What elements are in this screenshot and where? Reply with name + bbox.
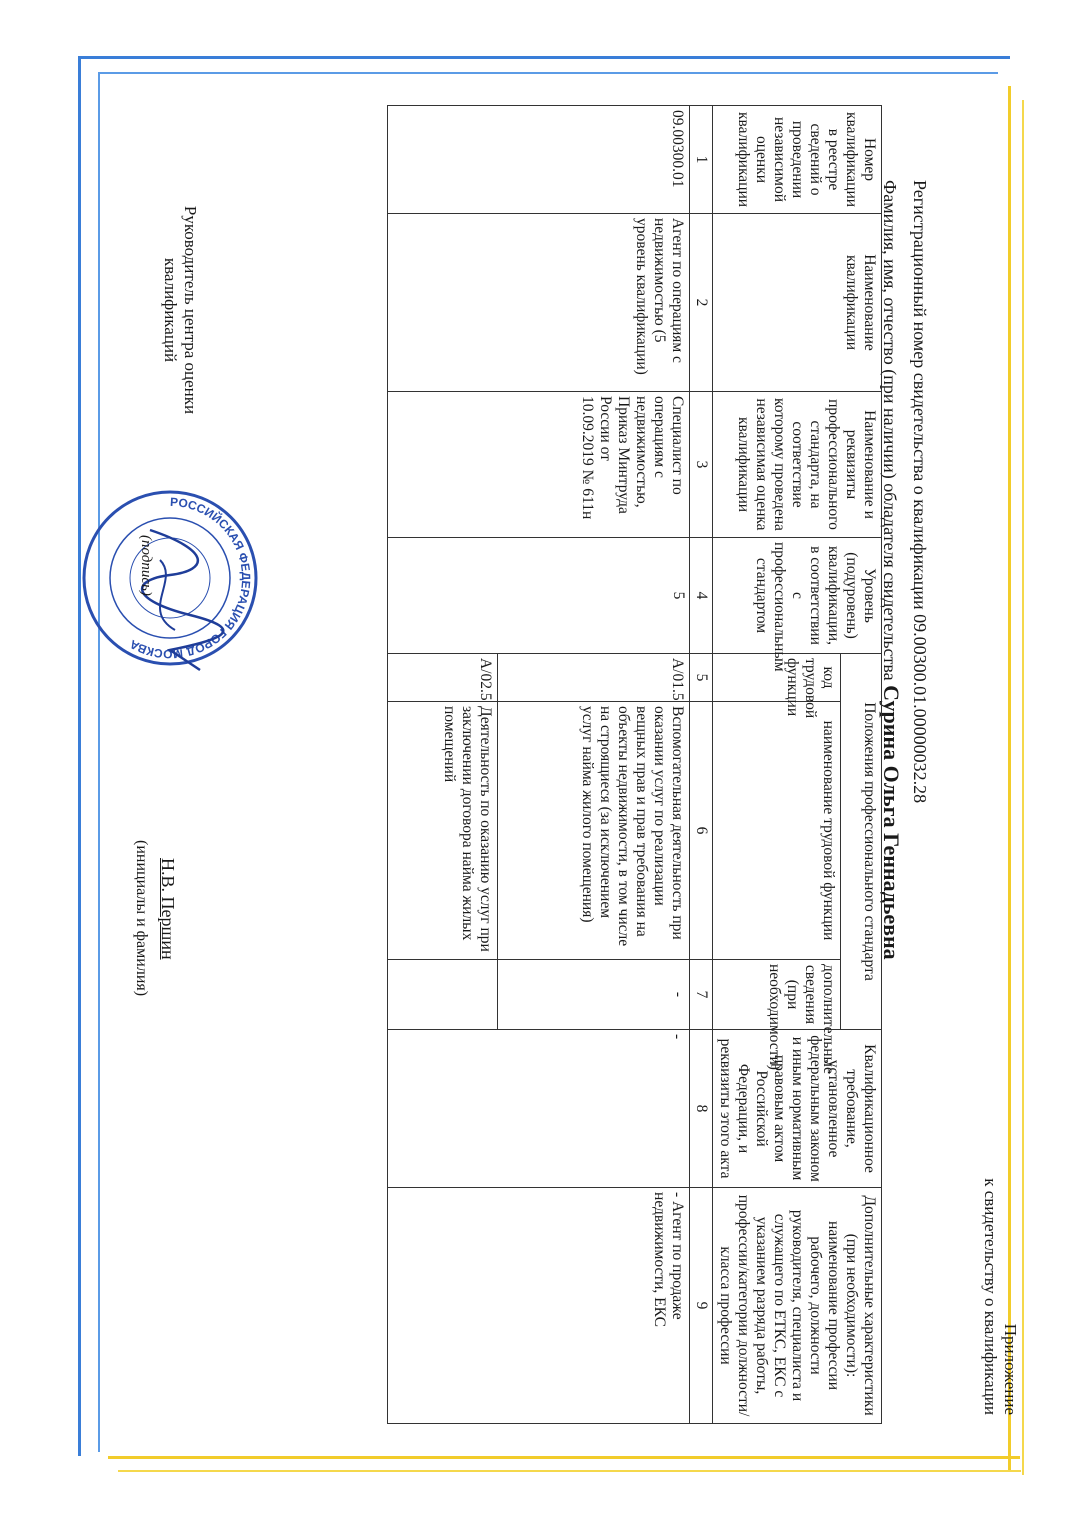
cell-function-code: A/02.5 [388, 654, 498, 702]
header-standard: Наименование и реквизиты профессионального стандарта, на соответствие которому проведена независимая оценка квалификации [713, 392, 882, 538]
column-number: 7 [690, 960, 713, 1030]
cell-requirement: - [388, 1030, 690, 1188]
cell-qual-number: 09.00300.01 [388, 106, 690, 214]
cell-function-name: Вспомогательная деятельность при оказании услуг по реализации вещных прав и прав требования на объекты недвижимости, в том числе на строящиеся (за исключением услуг найма жилого помещения) [498, 702, 690, 960]
seal-text: РОССИЙСКАЯ ФЕДЕРАЦИЯ ГОРОД МОСКВА [127, 494, 254, 662]
column-number: 3 [690, 392, 713, 538]
header-standard-provisions: Положения профессионального стандарта [841, 654, 882, 1030]
appendix-subtitle: к свидетельству о квалификации [981, 1178, 1000, 1415]
cell-level: 5 [388, 538, 690, 654]
column-number: 5 [690, 654, 713, 702]
header-function-code: код трудовой функции [713, 654, 841, 702]
header-qual-name: Наименование квалификации [713, 214, 882, 392]
official-name-caption: (инициалы и фамилия) [133, 840, 150, 997]
signature-caption: (подпись) [138, 535, 154, 596]
table-row [498, 106, 690, 1424]
registration-number: 09.00300.01.00000032.28 [910, 614, 930, 804]
cell-qual-name: Агент по операциям с недвижимостью (5 уровень квалификации) [388, 214, 690, 392]
cell-function-code: A/01.5 [498, 654, 690, 702]
header-level: Уровень (подуровень) квалификации, в соответствии с профессиональным стандартом [713, 538, 882, 654]
header-requirement: Квалификационное требование, установленное федеральным законом и иным нормативным правовым актом Российской Федерации, и реквизиты этого акта [713, 1030, 882, 1188]
cell-function-name: Деятельность по оказанию услуг при заключении договора найма жилых помещений [388, 702, 498, 960]
header-qual-number: Номер квалификации в реестре сведений о проведении независимой оценки квалификации [713, 106, 882, 214]
header-extra-info: дополнительные сведения (при необходимости) [713, 960, 841, 1030]
column-number: 2 [690, 214, 713, 392]
column-number: 8 [690, 1030, 713, 1188]
column-number: 6 [690, 702, 713, 960]
column-number: 9 [690, 1188, 713, 1424]
appendix-header [980, 1178, 1020, 1415]
cell-additional: - Агент по продаже недвижимости, ЕКС [388, 1188, 690, 1424]
column-number: 1 [690, 106, 713, 214]
cell-standard: Специалист по операциям с недвижимостью, Приказ Минтруда России от 10.09.2019 № 611н [388, 392, 690, 538]
table-header-row [841, 106, 882, 1424]
qualification-table [387, 105, 882, 1424]
table-number-row [690, 106, 713, 1424]
owner-label: Фамилия, имя, отчество (при наличии) обладателя свидетельства [880, 180, 900, 681]
official-name: Н.В. Першин [158, 858, 178, 960]
registration-line [909, 180, 930, 803]
column-number: 4 [690, 538, 713, 654]
owner-name: Сурина Ольга Геннадьевна [879, 685, 904, 960]
appendix-title: Приложение [1001, 1323, 1020, 1415]
header-additional: Дополнительные характеристики (при необходимости): наименование профессии рабочего, должности руководителя, специалиста и служащего по ЕТКС, ЕКС с указанием разряда работы, профессии/категории должности/класса профессии [713, 1188, 882, 1424]
registration-label: Регистрационный номер свидетельства о квалификации [910, 180, 930, 610]
cell-extra-info: - [498, 960, 690, 1030]
header-function-name: наименование трудовой функции [713, 702, 841, 960]
cell-extra-info [388, 960, 498, 1030]
head-of-center-label: Руководитель центра оценки квалификаций [161, 205, 200, 415]
